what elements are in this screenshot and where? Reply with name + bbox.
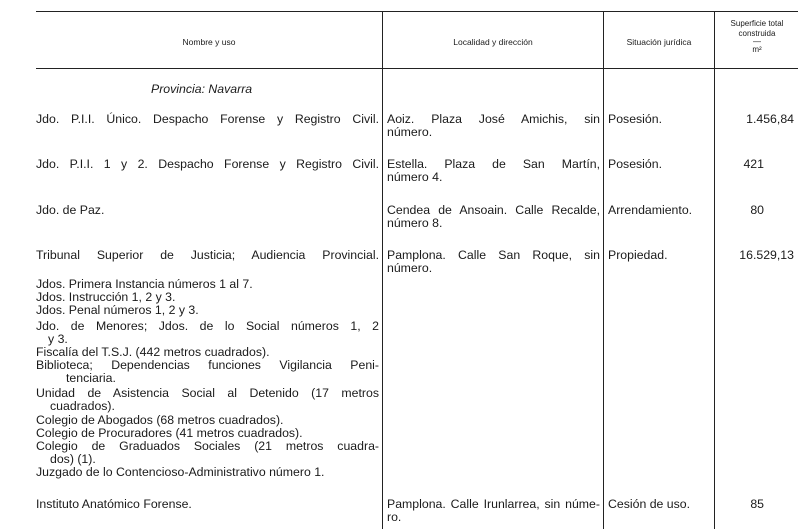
header-legal-status: Situación jurídica <box>626 37 692 47</box>
sublist-item-8: Colegio de Abogados (68 metros cuadrados). <box>36 413 284 427</box>
row-3-location-line2: número 8. <box>387 216 443 230</box>
header-surface <box>716 19 798 55</box>
row-2-location-line2: número 4. <box>387 170 443 184</box>
row-5-location-line1: Pamplona. Calle Irunlarrea, sin núme- <box>387 497 600 511</box>
column-divider-2 <box>603 11 604 529</box>
header-location: Localidad y dirección <box>453 37 533 47</box>
sublist-item-6: Biblioteca; Dependencias funciones Vigilancia Peni- <box>36 358 379 372</box>
row-4-location-line2: número. <box>387 261 433 275</box>
sublist-item-7-cont: cuadrados). <box>50 399 115 413</box>
row-4-surface: 16.529,13 <box>739 248 794 262</box>
row-3-surface: 80 <box>750 203 764 217</box>
sublist-item-6-cont: tenciaria. <box>66 371 116 385</box>
sublist-item-10: Colegio de Graduados Sociales (21 metros cuadra- <box>36 439 379 453</box>
sublist-item-9: Colegio de Procuradores (41 metros cuadrados). <box>36 426 303 440</box>
sublist-item-1: Jdos. Primera Instancia números 1 al 7. <box>36 277 253 291</box>
row-3-name: Jdo. de Paz. <box>36 203 105 217</box>
row-2-surface: 421 <box>743 157 764 171</box>
header-surface-dash: — <box>753 37 761 46</box>
row-4-location-line1: Pamplona. Calle San Roque, sin <box>387 248 600 262</box>
sublist-item-4: Jdo. de Menores; Jdos. de lo Social números 1, 2 <box>36 319 379 333</box>
row-1-name: Jdo. P.I.I. Único. Despacho Forense y Registro Civil. <box>36 112 379 126</box>
row-4-name: Tribunal Superior de Justicia; Audiencia Provincial. <box>36 248 379 262</box>
row-1-location-line2: número. <box>387 125 433 139</box>
row-3-location-line1: Cendea de Ansoain. Calle Recalde, <box>387 203 600 217</box>
row-2-name: Jdo. P.I.I. 1 y 2. Despacho Forense y Registro Civil. <box>36 157 379 171</box>
sublist-item-11: Juzgado de lo Contencioso-Administrativo número 1. <box>36 465 325 479</box>
column-divider-3 <box>714 11 715 529</box>
header-name-use: Nombre y uso <box>182 37 236 47</box>
sublist-item-10-cont: dos) (1). <box>50 452 96 466</box>
header-bottom-rule <box>36 68 798 69</box>
row-1-location-line1: Aoiz. Plaza José Amichis, sin <box>387 112 600 126</box>
row-5-name: Instituto Anatómico Forense. <box>36 497 192 511</box>
province-heading: Provincia: Navarra <box>151 82 253 96</box>
sublist-item-7: Unidad de Asistencia Social al Detenido (17 metros <box>36 386 379 400</box>
row-1-surface: 1.456,84 <box>746 112 794 126</box>
header-surface-line2: construida <box>738 29 776 38</box>
sublist-item-2: Jdos. Instrucción 1, 2 y 3. <box>36 290 176 304</box>
table-top-rule <box>36 11 798 12</box>
row-2-legal: Posesión. <box>608 157 663 171</box>
sublist-item-3: Jdos. Penal números 1, 2 y 3. <box>36 303 199 317</box>
column-divider-1 <box>382 11 383 529</box>
row-5-legal: Cesión de uso. <box>608 497 691 511</box>
row-5-location-line2: ro. <box>387 510 402 524</box>
row-4-legal: Propiedad. <box>608 248 668 262</box>
row-2-location-line1: Estella. Plaza de San Martín, <box>387 157 600 171</box>
row-1-legal: Posesión. <box>608 112 663 126</box>
header-surface-unit: m² <box>752 45 762 54</box>
row-3-legal: Arrendamiento. <box>608 203 693 217</box>
header-surface-line1: Superficie total <box>730 19 784 28</box>
sublist-item-5: Fiscalía del T.S.J. (442 metros cuadrados). <box>36 345 270 359</box>
sublist-item-4-cont: y 3. <box>48 332 68 346</box>
row-5-surface: 85 <box>750 497 764 511</box>
